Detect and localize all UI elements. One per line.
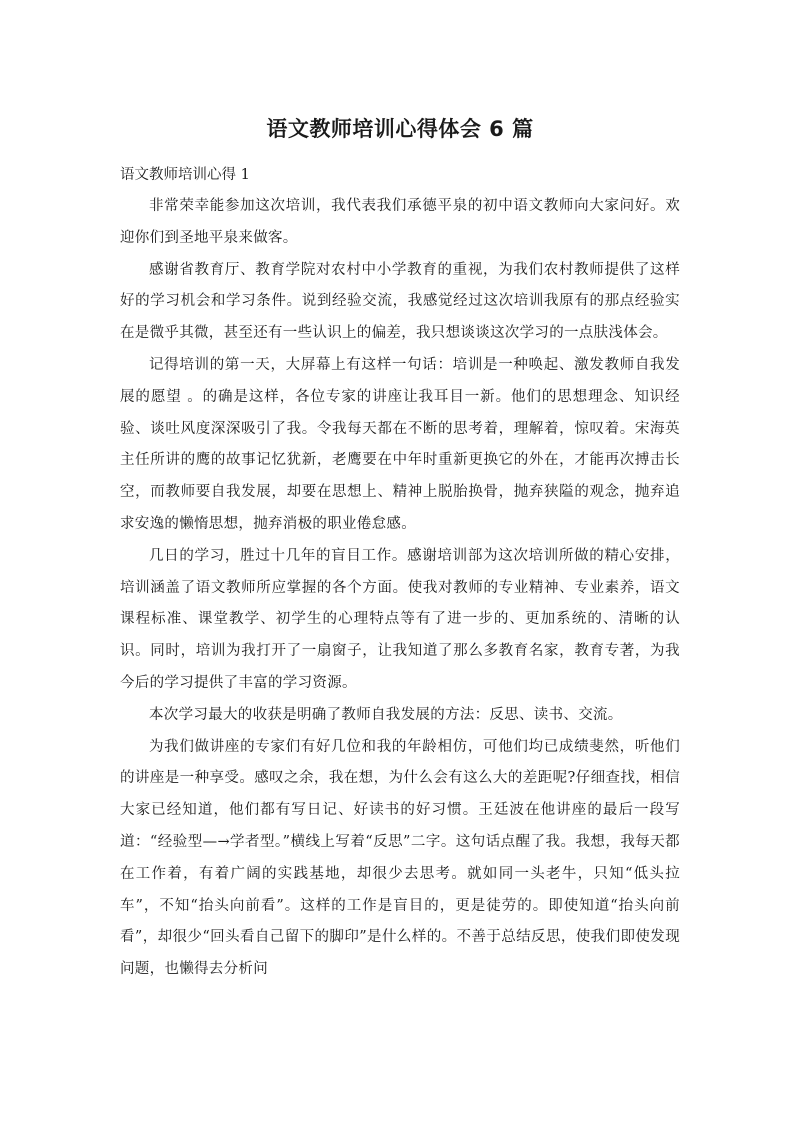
paragraph-5: 本次学习最大的收获是明确了教师自我发展的方法：反思、读书、交流。 bbox=[149, 706, 623, 723]
paragraph-3: 记得培训的第一天，大屏幕上有这样一句话：培训是一种唤起、激发教师自我发展的愿望 。的确是这样，各位专家的讲座让我耳目一新。他们的思想理念、知识经验、谈吐风度深深吸引了我。令我每天都在不断的思考着，理解着，惊叹着。宋海英主任所讲的鹰的故事记忆犹新，老鹰要在中年时重新更换它的外在，才能再次搏击长空，而教师要自我发展，却要在思想上、精神上脱胎换骨，抛弃狭隘的观念，抛弃追求安逸的懒惰思想，抛弃消极的职业倦怠感。 bbox=[120, 356, 680, 532]
paragraph-4: 几日的学习，胜过十几年的盲目工作。感谢培训部为这次培训所做的精心安排，培训涵盖了语文教师所应掌握的各个方面。使我对教师的专业精神、专业素养，语文课程标准、课堂教学、初学生的心理特点等有了进一步的、更加系统的、清晰的认识。同时，培训为我打开了一扇窗子，让我知道了那么多教育名家，教育专著，为我今后的学习提供了丰富的学习资源。 bbox=[120, 547, 680, 691]
paragraph-2: 感谢省教育厅、教育学院对农村中小学教育的重视，为我们农村教师提供了这样好的学习机会和学习条件。说到经验交流，我感觉经过这次培训我原有的那点经验实在是微乎其微，甚至还有一些认识上的偏差，我只想谈谈这次学习的一点肤浅体会。 bbox=[120, 261, 680, 342]
document-title: 语文教师培训心得体会 6 篇 bbox=[266, 117, 534, 141]
section-heading: 语文教师培训心得 1 bbox=[120, 167, 250, 183]
paragraph-6: 为我们做讲座的专家们有好几位和我的年龄相仿，可他们均已成绩斐然，听他们的讲座是一种享受。感叹之余，我在想，为什么会有这么大的差距呢?仔细查找，相信大家已经知道，他们都有写日记、好读书的好习惯。王廷波在他讲座的最后一段写道：“经验型—→学者型。”横线上写着“反思”二字。这句话点醒了我。我想，我每天都在工作着，有着广阔的实践基地，却很少去思考。就如同一头老牛，只知“低头拉车”，不知“抬头向前看”。这样的工作是盲目的，更是徒劳的。即使知道“抬头向前看”，却很少“回头看自己留下的脚印”是什么样的。不善于总结反思，使我们即使发现问题，也懒得去分析问 bbox=[120, 738, 680, 978]
paragraph-1: 非常荣幸能参加这次培训，我代表我们承德平泉的初中语文教师向大家问好。欢迎你们到圣地平泉来做客。 bbox=[120, 198, 680, 246]
